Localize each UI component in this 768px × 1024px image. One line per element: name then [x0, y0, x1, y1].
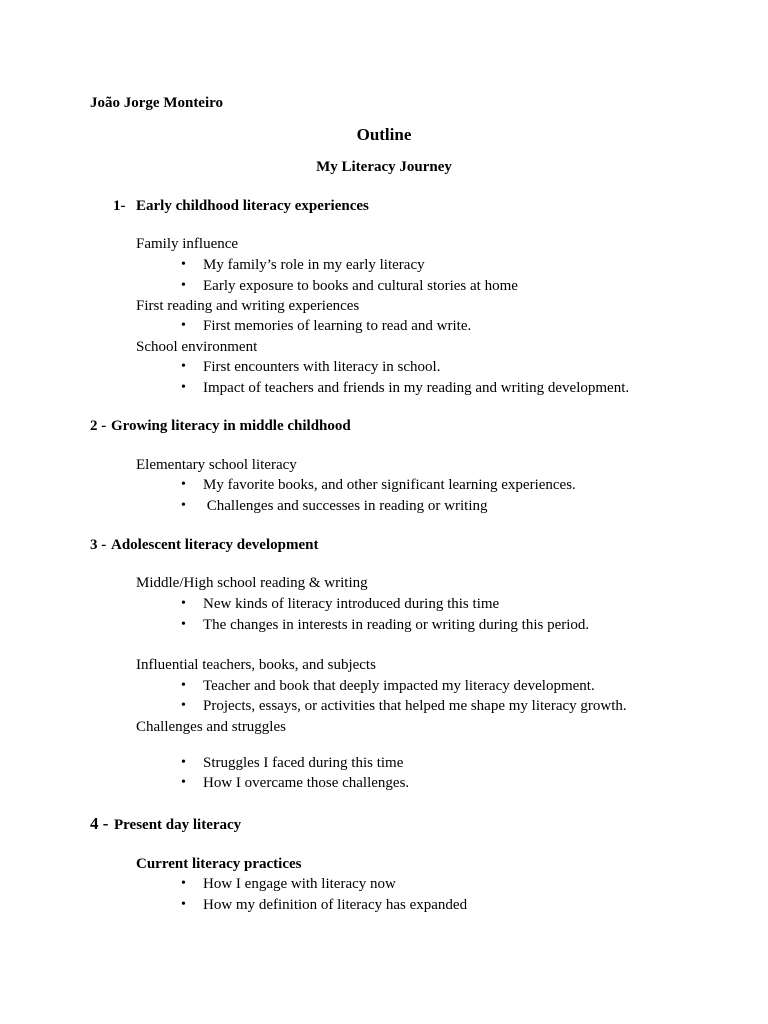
list-item: First memories of learning to read and write.	[203, 318, 472, 334]
bullet-icon: •	[181, 477, 186, 492]
list-item: How I engage with literacy now	[203, 876, 396, 892]
document-title: Outline	[356, 125, 412, 144]
bullet-icon: •	[181, 359, 186, 374]
list-item: My favorite books, and other significant learning experiences.	[203, 477, 576, 493]
bullet-icon: •	[181, 318, 186, 333]
list-item: Early exposure to books and cultural stories at home	[203, 278, 518, 294]
list-item: My family’s role in my early literacy	[203, 257, 425, 273]
list-item: Challenges and successes in reading or writing	[203, 498, 488, 514]
section-3-number: 3 -	[90, 537, 107, 553]
list-item: How I overcame those challenges.	[203, 775, 410, 791]
list-item: New kinds of literacy introduced during this time	[203, 596, 500, 612]
section-4-heading: Present day literacy	[114, 817, 242, 833]
bullet-icon: •	[181, 498, 186, 513]
list-item: Teacher and book that deeply impacted my literacy development.	[203, 678, 595, 694]
author-name: João Jorge Monteiro	[90, 95, 224, 111]
bullet-icon: •	[181, 876, 186, 891]
list-item: Projects, essays, or activities that helped me shape my literacy growth.	[203, 698, 627, 714]
section-1-heading: Early childhood literacy experiences	[136, 198, 369, 214]
section-4-number: 4 -	[90, 814, 109, 833]
group-label: School environment	[136, 339, 258, 355]
bullet-icon: •	[181, 755, 186, 770]
group-label: Middle/High school reading & writing	[136, 575, 368, 591]
list-item: The changes in interests in reading or writing during this period.	[203, 617, 590, 633]
list-item: Struggles I faced during this time	[203, 755, 404, 771]
group-label: First reading and writing experiences	[136, 298, 360, 314]
group-label: Challenges and struggles	[136, 719, 286, 735]
section-2-number: 2 -	[90, 418, 107, 434]
bullet-icon: •	[181, 775, 186, 790]
bullet-icon: •	[181, 278, 186, 293]
bullet-icon: •	[181, 596, 186, 611]
section-1-number: 1-	[113, 198, 126, 214]
bullet-icon: •	[181, 257, 186, 272]
bullet-icon: •	[181, 617, 186, 632]
bullet-icon: •	[181, 380, 186, 395]
group-label: Elementary school literacy	[136, 457, 297, 473]
section-3-heading: Adolescent literacy development	[111, 537, 319, 553]
group-label: Influential teachers, books, and subjects	[136, 657, 376, 673]
document-subtitle: My Literacy Journey	[316, 159, 452, 175]
list-item: Impact of teachers and friends in my reading and writing development.	[203, 380, 630, 396]
bullet-icon: •	[181, 897, 186, 912]
bullet-icon: •	[181, 698, 186, 713]
section-2-heading: Growing literacy in middle childhood	[111, 418, 351, 434]
group-label: Family influence	[136, 236, 239, 252]
list-item: How my definition of literacy has expanded	[203, 897, 468, 913]
group-label: Current literacy practices	[136, 856, 302, 872]
bullet-icon: •	[181, 678, 186, 693]
list-item: First encounters with literacy in school.	[203, 359, 441, 375]
